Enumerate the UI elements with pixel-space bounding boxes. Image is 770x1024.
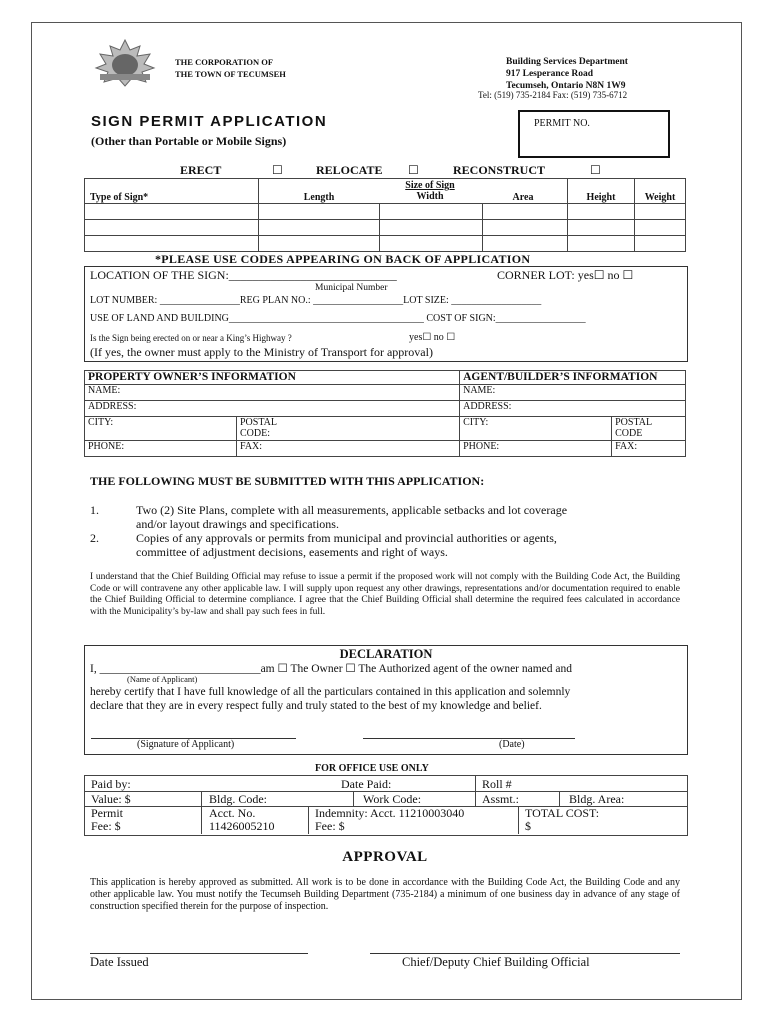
agent-postal-label: POSTAL [615, 417, 653, 428]
item-2-line-2: committee of adjustment decisions, easements and right of ways. [136, 545, 448, 559]
acct-no-value: 11426005210 [209, 819, 275, 833]
value-field[interactable]: Value: $ [91, 792, 131, 806]
sign-cell[interactable] [380, 204, 483, 220]
item-2-line-1: Copies of any approvals or permits from municipal and provincial authorities or agents, [136, 531, 557, 545]
declaration-applicant-line[interactable]: I, ____________________________am ☐ The Owner ☐ The Authorized agent of the owner named and [90, 663, 573, 675]
relocate-checkbox[interactable]: ☐ [408, 163, 419, 177]
indemnity-fee: Fee: $ [315, 819, 345, 833]
approval-text: This application is hereby approved as submitted. All work is to be done in accordance with the Building Code Act, the Building Code and any other applicable law. You must notify the Tecumseh Building Department (735-2184) a minimum of one business day in advance of any stage of construction specified therein for the purpose of inspection. [90, 877, 680, 912]
certification-text [90, 685, 570, 713]
col-area: Area [512, 192, 534, 203]
acct-no-label: Acct. No. [209, 806, 256, 820]
owner-city-field[interactable]: CITY: [85, 417, 237, 441]
col-length: Length [303, 192, 335, 203]
submission-heading: THE FOLLOWING MUST BE SUBMITTED WITH THIS APPLICATION: [90, 474, 485, 488]
agent-city-field[interactable]: CITY: [460, 417, 612, 441]
total-cost-field[interactable] [525, 807, 599, 833]
sign-cell[interactable] [85, 220, 259, 236]
municipal-number-caption: Municipal Number [315, 283, 388, 293]
date-paid-field[interactable]: Date Paid: [341, 777, 392, 791]
owner-name-field[interactable]: NAME: [85, 385, 460, 401]
sign-cell[interactable] [568, 236, 635, 252]
page-subtitle: (Other than Portable or Mobile Signs) [91, 134, 287, 148]
location-section [84, 266, 688, 362]
page-title: SIGN PERMIT APPLICATION [91, 113, 328, 130]
col-width: Width [416, 191, 444, 202]
sign-cell[interactable] [85, 236, 259, 252]
date-issued-label: Date Issued [90, 955, 149, 969]
owner-phone-field[interactable]: PHONE: [85, 441, 237, 457]
permit-label: Permit [91, 806, 123, 820]
sign-cell[interactable] [635, 204, 686, 220]
agent-info-heading: AGENT/BUILDER’S INFORMATION [460, 371, 686, 385]
highway-yes-no[interactable]: yes☐ no ☐ [409, 332, 456, 343]
assessment-field[interactable]: Assmt.: [482, 792, 520, 806]
codes-notice: *PLEASE USE CODES APPEARING ON BACK OF APPLICATION [155, 252, 531, 266]
date-line[interactable] [363, 738, 575, 739]
col-type-of-sign: Type of Sign* [85, 179, 259, 204]
approval-title: APPROVAL [342, 849, 428, 865]
item-2-number: 2. [90, 531, 99, 545]
office-use-heading: FOR OFFICE USE ONLY [315, 763, 429, 774]
reconstruct-checkbox[interactable]: ☐ [590, 163, 601, 177]
dept-street: 917 Lesperance Road [506, 69, 594, 79]
office-use-table [84, 775, 688, 836]
date-caption: (Date) [499, 739, 525, 750]
lot-number-line[interactable]: LOT NUMBER: ________________REG PLAN NO.: __________________LOT SIZE: __________________ [90, 295, 542, 306]
sign-cell[interactable] [483, 204, 568, 220]
sign-cell[interactable] [483, 220, 568, 236]
sign-size-table [84, 178, 686, 252]
owner-info-heading: PROPERTY OWNER’S INFORMATION [85, 371, 460, 385]
sign-cell[interactable] [259, 204, 380, 220]
department-address [506, 56, 628, 92]
sign-cell[interactable] [380, 236, 483, 252]
corporation-block [175, 56, 286, 80]
col-size-of-sign: Size of Sign [405, 180, 455, 191]
land-use-line[interactable]: USE OF LAND AND BUILDING_______________________________________ COST OF SIGN:__________________ [90, 313, 586, 324]
permit-number-box[interactable] [518, 110, 670, 158]
relocate-label: RELOCATE [316, 163, 383, 177]
contact-phone: Tel: (519) 735-2184 Fax: (519) 735-6712 [478, 90, 628, 100]
owner-agent-table [84, 370, 686, 457]
item-1-line-2: and/or layout drawings and specifications. [136, 517, 339, 531]
agent-name-field[interactable]: NAME: [460, 385, 686, 401]
town-crest-logo [92, 38, 158, 88]
highway-question: Is the Sign being erected on or near a King’s Highway ? [90, 333, 292, 343]
official-label: Chief/Deputy Chief Building Official [402, 955, 590, 969]
highway-note: (If yes, the owner must apply to the Ministry of Transport for approval) [90, 345, 433, 359]
certify-line-1: hereby certify that I have full knowledge of all the particulars contained in this application and solemnly [90, 686, 571, 698]
bldg-area-field[interactable]: Bldg. Area: [569, 792, 625, 806]
agent-phone-field[interactable]: PHONE: [460, 441, 612, 457]
date-issued-line[interactable] [90, 953, 308, 954]
reconstruct-label: RECONSTRUCT [453, 163, 546, 177]
corp-line-1: THE CORPORATION OF [175, 57, 274, 67]
understanding-paragraph: I understand that the Chief Building Official may refuse to issue a permit if the proposed work will not comply with the Building Code Act, the Building Code or will contravene any other applicable law. I will supply upon request any other drawings, representations and/or documentation required to enable the Chief Building Official to determine compliance. I agree that the Chief Building Official shall determine the required fees calculated in accordance with the Municipality’s by-law and shall pay such fees in full. [90, 572, 680, 617]
bldg-code-field[interactable]: Bldg. Code: [209, 792, 268, 806]
total-cost-label: TOTAL COST: [525, 806, 600, 820]
certify-line-2: declare that they are in every respect fully and truly stated to the best of my knowledge and belief. [90, 700, 542, 712]
item-1-text [136, 503, 567, 531]
agent-address-field[interactable]: ADDRESS: [460, 401, 686, 417]
location-field[interactable]: LOCATION OF THE SIGN:____________________________ [90, 268, 397, 282]
owner-fax-field[interactable]: FAX: [237, 441, 460, 457]
indemnity-field[interactable] [315, 807, 464, 833]
owner-code-label: CODE: [240, 428, 270, 439]
col-weight: Weight [635, 179, 686, 204]
item-2-text [136, 531, 557, 559]
agent-code-label: CODE [615, 428, 643, 439]
indemnity-acct: Indemnity: Acct. 11210003040 [315, 806, 465, 820]
applicant-name-caption: (Name of Applicant) [127, 674, 198, 684]
sign-cell[interactable] [85, 204, 259, 220]
declaration-title: DECLARATION [339, 647, 433, 661]
sign-cell[interactable] [635, 236, 686, 252]
owner-postal-label: POSTAL [240, 417, 277, 428]
agent-fax-field[interactable]: FAX: [612, 441, 686, 457]
erect-label: ERECT [180, 163, 222, 177]
sign-cell[interactable] [568, 204, 635, 220]
paid-by-field[interactable]: Paid by: [91, 777, 131, 791]
sign-cell[interactable] [259, 220, 380, 236]
dept-name: Building Services Department [506, 57, 628, 67]
permit-fee-label: Fee: $ [91, 819, 121, 833]
sign-cell[interactable] [380, 220, 483, 236]
corner-lot-field[interactable]: CORNER LOT: yes☐ no ☐ [497, 268, 634, 282]
col-height: Height [568, 179, 635, 204]
sign-cell[interactable] [568, 220, 635, 236]
agent-postal-field[interactable] [612, 417, 686, 441]
declaration-section [84, 645, 688, 755]
item-1-number: 1. [90, 503, 99, 517]
permit-fee-field[interactable] [91, 807, 123, 833]
permit-number-label: PERMIT NO. [534, 118, 590, 129]
corp-line-2: THE TOWN OF TECUMSEH [175, 69, 286, 79]
total-cost-value: $ [525, 819, 531, 833]
official-signature-line[interactable] [370, 953, 680, 954]
sign-cell[interactable] [483, 236, 568, 252]
owner-address-field[interactable]: ADDRESS: [85, 401, 460, 417]
item-1-line-1: Two (2) Site Plans, complete with all measurements, applicable setbacks and lot coverage [136, 503, 568, 517]
signature-caption: (Signature of Applicant) [137, 739, 235, 750]
sign-cell[interactable] [259, 236, 380, 252]
account-number [209, 807, 275, 833]
sign-cell[interactable] [635, 220, 686, 236]
roll-field[interactable]: Roll # [482, 777, 512, 791]
dept-city: Tecumseh, Ontario N8N 1W9 [506, 81, 626, 91]
owner-postal-field[interactable] [237, 417, 460, 441]
work-code-field[interactable]: Work Code: [363, 792, 422, 806]
erect-checkbox[interactable]: ☐ [272, 163, 283, 177]
